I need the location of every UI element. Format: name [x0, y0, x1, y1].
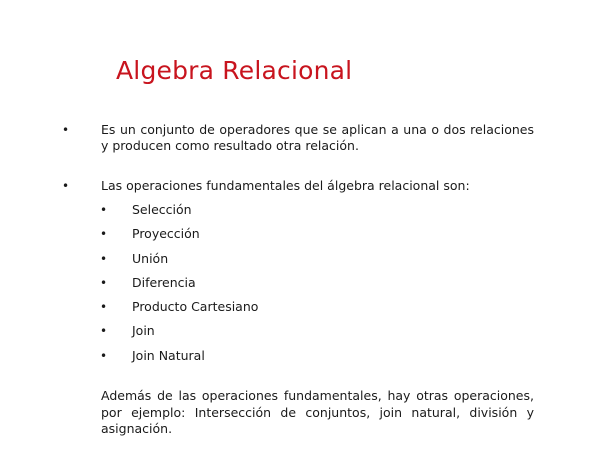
operation-label: Join Natural	[132, 347, 205, 363]
bullet-icon: •	[100, 300, 108, 315]
operation-label: Unión	[132, 250, 169, 266]
bullet-icon: •	[100, 227, 108, 242]
bullet-text: Las operaciones fundamentales del álgebra relacional son:	[101, 178, 470, 193]
list-item	[100, 275, 258, 299]
bullet-icon: •	[100, 275, 108, 290]
bullet-icon: •	[100, 251, 108, 266]
bullet-text: Es un conjunto de operadores que se aplican a una o dos relaciones y producen como resultado otra relación.	[101, 122, 534, 153]
bullet-icon: •	[100, 324, 108, 339]
operation-label: Selección	[132, 202, 192, 217]
operation-label: Join	[132, 323, 155, 339]
closing-paragraph: Además de las operaciones fundamentales, hay otras operaciones, por ejemplo: Intersección de conjuntos, join natural, división y asignación.	[101, 388, 534, 436]
list-item	[100, 299, 258, 323]
bullet-item-definition	[62, 122, 534, 154]
list-item	[100, 202, 258, 226]
bullet-item-operations	[62, 178, 534, 194]
operation-label: Diferencia	[132, 274, 196, 290]
operation-label: Proyección	[132, 226, 200, 242]
bullet-icon: •	[100, 348, 108, 363]
bullet-icon: •	[62, 123, 70, 137]
list-item	[100, 323, 258, 347]
operation-label: Producto Cartesiano	[132, 299, 259, 315]
bullet-icon: •	[62, 179, 70, 193]
bullet-icon: •	[100, 203, 108, 217]
slide-title: Algebra Relacional	[116, 56, 353, 85]
operations-sublist	[100, 202, 258, 372]
list-item	[100, 348, 258, 372]
list-item	[100, 251, 258, 275]
list-item	[100, 226, 258, 250]
